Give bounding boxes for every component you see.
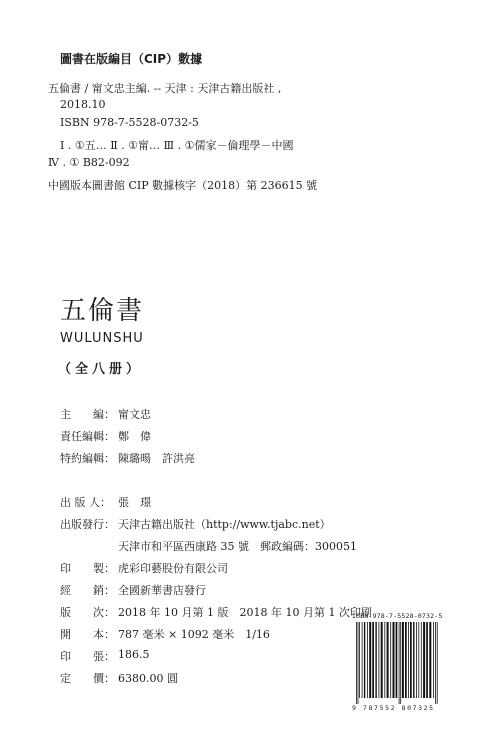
barcode-bar [423,622,425,698]
barcode-bar [364,622,365,698]
cip-line-6: 中國版本圖書館 CIP 數據核字（2018）第 236615 號 [48,179,318,192]
cip-line-3: ISBN 978-7-5528-0732-5 [60,116,199,129]
barcode-bar [358,622,359,704]
cip-heading: 圖書在版編目（CIP）數據 [60,52,203,66]
barcode-digits: 9 787552 807325 [352,704,435,712]
chief-editor-label: 主 編： [60,408,115,421]
distributor-value: 全國新華書店發行 [118,584,206,597]
barcode-bar [379,622,380,698]
cip-line-1: 五倫書 / 甯文忠主編. -- 天津 : 天津古籍出版社 , [48,82,282,95]
cip-line-4: Ⅰ . ①五… Ⅱ . ①甯… Ⅲ . ①儒家－倫理學－中國 [60,139,294,152]
barcode-bar [362,622,363,698]
sheets-value: 186.5 [118,648,150,661]
barcode-bar [390,622,391,698]
special-editor-value: 陳璐暘 許洪亮 [118,452,195,465]
barcode-bar [381,622,383,698]
cip-line-5: Ⅳ . ① B82-092 [48,156,130,169]
chief-editor-value: 甯文忠 [118,408,151,421]
barcode-bars [354,622,458,704]
price-label: 定 價： [60,672,115,685]
barcode-bar [399,622,400,704]
barcode-bar [372,622,374,698]
barcode-bar [429,622,431,698]
barcode-bar [402,622,404,698]
barcode-bar [396,622,398,698]
printer-value: 虎彩印藝股份有限公司 [118,562,228,575]
address-value: 天津市和平區西康路 35 號 郵政編碼：300051 [118,540,357,553]
volume-set: （全八册） [58,362,144,377]
barcode-bar [400,622,401,704]
barcode-bar [426,622,428,698]
barcode-isbn-text: ISBN 978-7-5528-0732-5 [352,612,443,620]
barcode-bar [375,622,376,698]
barcode-bar [437,622,438,704]
barcode-bar [421,622,422,698]
responsible-editor-value: 鄭 偉 [118,430,151,443]
distributor-label: 經 銷： [60,584,115,597]
edition-value: 2018 年 10 月第 1 版 2018 年 10 月第 1 次印刷 [118,606,372,619]
book-pinyin: WULUNSHU [60,331,144,346]
barcode-bar [433,622,434,698]
special-editor-label: 特約編輯： [60,452,115,465]
price-value: 6380.00 圓 [118,672,178,685]
barcode-bar [435,622,436,704]
barcode-bar [384,622,385,698]
barcode-bar [418,622,419,698]
format-label: 開 本： [60,628,115,641]
barcode-bar [356,622,357,704]
publisher-value: 張 璟 [118,496,151,509]
issuer-label: 出版發行： [60,518,115,531]
publisher-label: 出 版 人： [60,496,111,509]
barcode-bar [369,622,371,698]
barcode-bar [359,622,360,698]
barcode-bar [393,622,395,698]
sheets-label: 印 張： [60,650,115,663]
responsible-editor-label: 責任編輯： [60,430,115,443]
cip-line-2: 2018.10 [60,98,106,111]
barcode-bar [410,622,412,698]
book-title: 五倫書 [60,296,145,326]
barcode-bar [408,622,409,698]
barcode-bar [405,622,407,698]
barcode-bar [413,622,414,698]
edition-label: 版 次： [60,606,115,619]
issuer-value: 天津古籍出版社（http://www.tjabc.net） [118,518,331,531]
format-value: 787 毫米 × 1092 毫米 1/16 [118,628,270,641]
printer-label: 印 製： [60,562,115,575]
isbn-barcode [352,612,460,714]
barcode-bar [416,622,417,698]
barcode-bar [367,622,368,698]
barcode-bar [387,622,389,698]
